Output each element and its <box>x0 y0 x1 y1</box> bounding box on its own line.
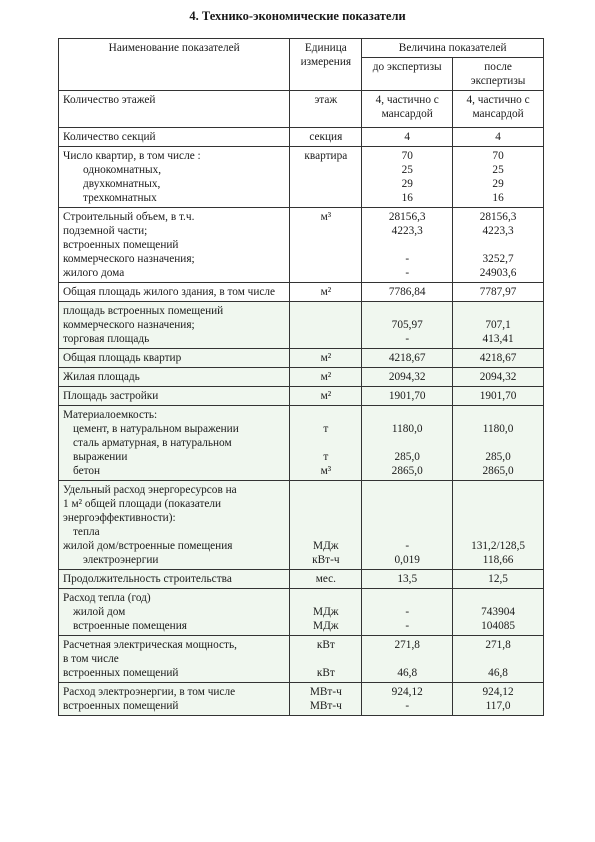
row-name: Расход электроэнергии, в том числе встроенных помещений <box>59 683 290 716</box>
row-after: 4218,67 <box>453 349 544 368</box>
row-before: 705,97 - <box>362 302 453 349</box>
row-after: 1180,0 285,0 2865,0 <box>453 406 544 481</box>
row-before: 4, частично с мансардой <box>362 91 453 128</box>
row-unit: кВт кВт <box>290 636 362 683</box>
header-before: до экспертизы <box>362 58 453 91</box>
table-row <box>59 636 544 683</box>
header-value: Величина показателей <box>362 39 544 58</box>
row-after: 2094,32 <box>453 368 544 387</box>
row-after: 4 <box>453 128 544 147</box>
table-header <box>59 39 544 91</box>
header-unit: Единица измерения <box>290 39 362 91</box>
row-after: 4, частично с мансардой <box>453 91 544 128</box>
row-unit: МДж МДж <box>290 589 362 636</box>
table-row <box>59 208 544 283</box>
row-unit: м² <box>290 349 362 368</box>
row-name: площадь встроенных помещений коммерческого назначения; торговая площадь <box>59 302 290 349</box>
row-unit: м² <box>290 387 362 406</box>
row-after: 1901,70 <box>453 387 544 406</box>
row-before: 4 <box>362 128 453 147</box>
row-before: 4218,67 <box>362 349 453 368</box>
row-name: Число квартир, в том числе : однокомнатных, двухкомнатных, трехкомнатных <box>59 147 290 208</box>
row-name: Жилая площадь <box>59 368 290 387</box>
table-row <box>59 683 544 716</box>
row-name: Количество этажей <box>59 91 290 128</box>
row-unit: МДж кВт-ч <box>290 481 362 570</box>
row-name: Общая площадь квартир <box>59 349 290 368</box>
row-name: Удельный расход энергоресурсов на 1 м² общей площади (показатели энергоэффективности): тепла жилой дом/встроенные помещения электроэнергии <box>59 481 290 570</box>
row-name: Материалоемкость: цемент, в натуральном выражении сталь арматурная, в натуральном выражении бетон <box>59 406 290 481</box>
table-row <box>59 589 544 636</box>
table-row <box>59 91 544 128</box>
row-unit <box>290 302 362 349</box>
row-unit: т т м³ <box>290 406 362 481</box>
header-after: после экспертизы <box>453 58 544 91</box>
row-before: - 0,019 <box>362 481 453 570</box>
table-row <box>59 283 544 302</box>
row-before: 7786,84 <box>362 283 453 302</box>
row-unit: м³ <box>290 208 362 283</box>
row-before: - - <box>362 589 453 636</box>
row-after: 924,12 117,0 <box>453 683 544 716</box>
row-unit: МВт-ч МВт-ч <box>290 683 362 716</box>
row-unit: этаж <box>290 91 362 128</box>
row-before: 13,5 <box>362 570 453 589</box>
row-before: 28156,3 4223,3 - - <box>362 208 453 283</box>
row-before: 271,8 46,8 <box>362 636 453 683</box>
row-before: 1180,0 285,0 2865,0 <box>362 406 453 481</box>
indicators-table <box>58 38 544 716</box>
table-row <box>59 368 544 387</box>
table-row <box>59 481 544 570</box>
row-before: 70 25 29 16 <box>362 147 453 208</box>
page-title: 4. Технико-экономические показатели <box>189 9 406 23</box>
table-row <box>59 302 544 349</box>
header-name: Наименование показателей <box>59 39 290 91</box>
table-row <box>59 387 544 406</box>
table-row <box>59 128 544 147</box>
row-unit: м² <box>290 283 362 302</box>
table-row <box>59 349 544 368</box>
row-unit: м² <box>290 368 362 387</box>
table-row <box>59 147 544 208</box>
row-name: Продолжительность строительства <box>59 570 290 589</box>
table-row <box>59 406 544 481</box>
row-after: 131,2/128,5 118,66 <box>453 481 544 570</box>
row-after: 12,5 <box>453 570 544 589</box>
row-after: 743904 104085 <box>453 589 544 636</box>
row-unit: мес. <box>290 570 362 589</box>
row-after: 7787,97 <box>453 283 544 302</box>
row-name: Количество секций <box>59 128 290 147</box>
row-name: Строительный объем, в т.ч. подземной части; встроенных помещений коммерческого назначения; жилого дома <box>59 208 290 283</box>
row-name: Площадь застройки <box>59 387 290 406</box>
row-before: 1901,70 <box>362 387 453 406</box>
row-after: 271,8 46,8 <box>453 636 544 683</box>
row-name: Расход тепла (год) жилой дом встроенные помещения <box>59 589 290 636</box>
row-unit: квартира <box>290 147 362 208</box>
row-after: 707,1 413,41 <box>453 302 544 349</box>
row-before: 2094,32 <box>362 368 453 387</box>
row-unit: секция <box>290 128 362 147</box>
row-name: Расчетная электрическая мощность, в том числе встроенных помещений <box>59 636 290 683</box>
table-row <box>59 570 544 589</box>
row-after: 28156,3 4223,3 3252,7 24903,6 <box>453 208 544 283</box>
row-before: 924,12 - <box>362 683 453 716</box>
row-after: 70 25 29 16 <box>453 147 544 208</box>
row-name: Общая площадь жилого здания, в том числе <box>59 283 290 302</box>
